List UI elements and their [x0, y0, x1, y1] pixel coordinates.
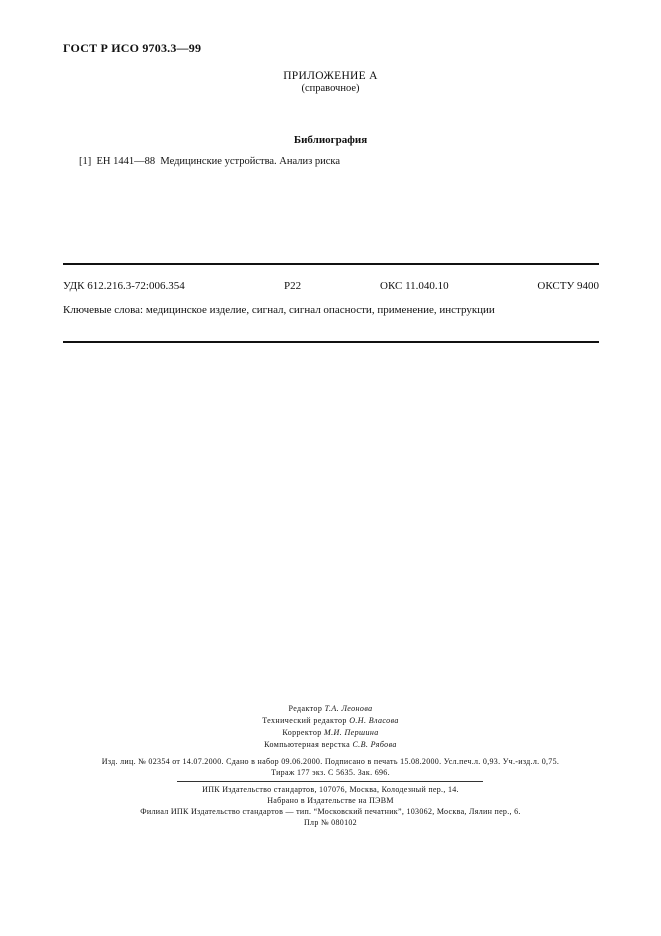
- group-code: Р22: [284, 280, 302, 292]
- credit-name: С.В. Рябова: [352, 740, 397, 749]
- reference-text: ЕН 1441—88 Медицинские устройства. Анализ риска: [96, 156, 341, 167]
- keywords-line: Ключевые слова: медицинское изделие, сигнал, сигнал опасности, применение, инструкции: [63, 304, 495, 316]
- publisher-line-3: Филиал ИПК Издательство стандартов — тип. “Московский печатник”, 103062, Москва, Лялин пер., 6.: [140, 807, 521, 816]
- bibliography-heading: Библиография: [293, 134, 368, 146]
- credit-role: Технический редактор: [262, 716, 347, 725]
- reference-number: [1]: [79, 156, 92, 167]
- document-code-header: ГОСТ Р ИСО 9703.3—99: [63, 41, 202, 55]
- credit-role: Редактор: [288, 704, 323, 713]
- credit-role: Компьютерная верстка: [264, 740, 351, 749]
- bottom-divider: [63, 341, 599, 343]
- credit-name: М.И. Першина: [324, 728, 379, 737]
- imprint-line-2: Тираж 177 экз. С 5635. Зак. 696.: [271, 768, 390, 777]
- corrector-credit: [0, 727, 661, 739]
- okstu-code: ОКСТУ 9400: [537, 280, 599, 292]
- tech-editor-credit: [0, 715, 661, 727]
- publisher-line-2: Набрано в Издательстве на ПЭВМ: [267, 796, 394, 805]
- top-divider: [63, 263, 599, 265]
- bibliography-item: [79, 156, 340, 167]
- publisher-line-1: ИПК Издательство стандартов, 107076, Москва, Колодезный пер., 14.: [202, 785, 459, 794]
- appendix-subtitle: (справочное): [301, 83, 360, 94]
- publisher-line-4: Плр № 080102: [303, 818, 357, 827]
- credit-name: Т.А. Леонова: [324, 704, 373, 713]
- appendix-title: ПРИЛОЖЕНИЕ А: [283, 70, 378, 82]
- imprint-divider: [177, 781, 483, 782]
- credit-name: О.Н. Власова: [349, 716, 399, 725]
- imprint-line-1: Изд. лиц. № 02354 от 14.07.2000. Сдано в набор 09.06.2000. Подписано в печать 15.08.2000. Усл.печ.л. 0,93. Уч.-изд.л. 0,75.: [101, 757, 560, 766]
- layout-credit: [0, 739, 661, 751]
- udk-code: УДК 612.216.3-72:006.354: [63, 280, 185, 292]
- oks-code: ОКС 11.040.10: [380, 280, 449, 292]
- editor-credit: [0, 703, 661, 715]
- credit-role: Корректор: [282, 728, 322, 737]
